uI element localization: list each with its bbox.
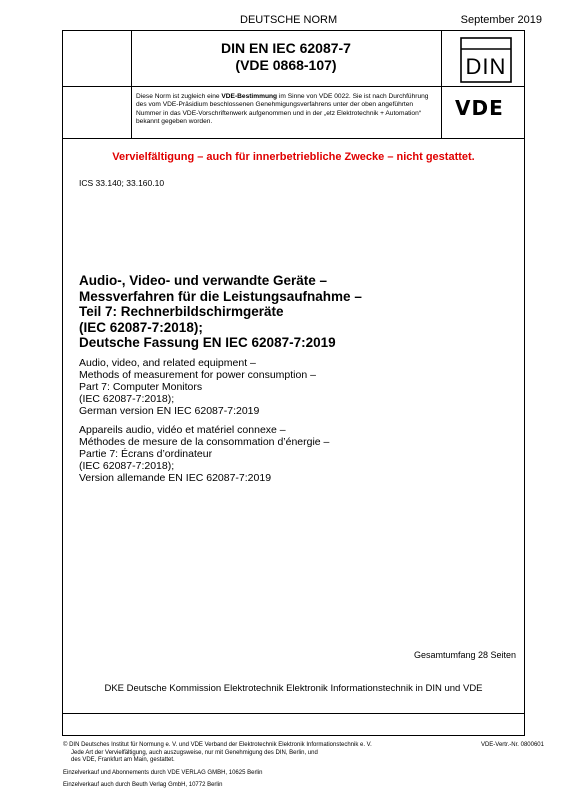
vde-note-text: im Sinne von VDE 0022. Sie ist nach Durchführung des vom VDE-Präsidium beschlossenen Genehmigungsverfahrens unter der oben angeführten Nummer in das VDE-Vorschriftenwerk aufgenommen und in der „etz Elektrotechnik + Automation“ bekannt gegeben worden. (136, 93, 429, 126)
divider-line (62, 713, 525, 714)
title-line: (IEC 62087-7:2018); (79, 393, 175, 405)
sales-info: Einzelverkauf und Abonnements durch VDE VERLAG GMBH, 10625 Berlin (63, 770, 263, 776)
publication-date: September 2019 (460, 14, 542, 26)
dke-line: DKE Deutsche Kommission Elektrotechnik Elektronik Informationstechnik in DIN und VDE (104, 683, 483, 694)
title-german (79, 273, 362, 351)
title-line: Messverfahren für die Leistungsaufnahme – (79, 288, 362, 304)
copy-warning: Vervielfältigung – auch für innerbetriebliche Zwecke – nicht gestattet. (112, 151, 475, 163)
title-line: Part 7: Computer Monitors (79, 381, 203, 393)
title-french (79, 424, 329, 484)
vde-number: (VDE 0868-107) (235, 57, 337, 73)
copyright-line: des VDE, Frankfurt am Main, gestattet. (71, 757, 175, 763)
din-logo-text: DIN (465, 54, 507, 79)
title-line: German version EN IEC 62087-7:2019 (79, 405, 260, 417)
title-line: Deutsche Fassung EN IEC 62087-7:2019 (79, 335, 336, 350)
din-logo (460, 37, 512, 83)
title-line: Méthodes de mesure de la consommation d’énergie – (79, 436, 330, 448)
copyright-notice (63, 742, 443, 765)
divider-line (62, 138, 525, 139)
title-line: (IEC 62087-7:2018); (79, 460, 175, 472)
standard-type-label: DEUTSCHE NORM (240, 14, 338, 26)
norm-number-block (131, 40, 441, 74)
title-line: Methods of measurement for power consumption – (79, 369, 316, 381)
vde-note-text: Diese Norm ist zugleich eine (136, 93, 222, 100)
title-line: (IEC 62087-7:2018); (79, 319, 203, 335)
divider-line (441, 30, 442, 138)
ics-code: ICS 33.140; 33.160.10 (79, 178, 165, 188)
title-english (79, 357, 316, 417)
norm-number: DIN EN IEC 62087-7 (221, 40, 351, 56)
title-line: Teil 7: Rechnerbildschirmgeräte (79, 304, 284, 319)
sales-info: Einzelverkauf auch durch Beuth Verlag GmbH, 10772 Berlin (63, 782, 223, 788)
vde-note (136, 93, 436, 127)
page-count: Gesamtumfang 28 Seiten (413, 650, 516, 660)
copyright-line: © DIN Deutsches Institut für Normung e. V. und VDE Verband der Elektrotechnik Elektronik Informationstechnik e. V. (63, 742, 372, 748)
vde-logo: VDE (455, 96, 504, 120)
copyright-line: Jede Art der Vervielfältigung, auch auszugsweise, nur mit Genehmigung des DIN, Berlin, und (71, 749, 318, 756)
title-line: Audio, video, and related equipment – (79, 357, 256, 369)
din-logo-icon (460, 37, 512, 83)
vde-note-bold: VDE-Bestimmung (221, 93, 278, 100)
title-line: Audio-, Video- und verwandte Geräte – (79, 273, 328, 288)
title-line: Partie 7: Écrans d’ordinateur (79, 448, 213, 460)
title-line: Appareils audio, vidéo et matériel connexe – (79, 424, 286, 436)
title-line: Version allemande EN IEC 62087-7:2019 (79, 472, 272, 484)
vde-contract-number: VDE-Vertr.-Nr. 0800601 (480, 742, 544, 748)
